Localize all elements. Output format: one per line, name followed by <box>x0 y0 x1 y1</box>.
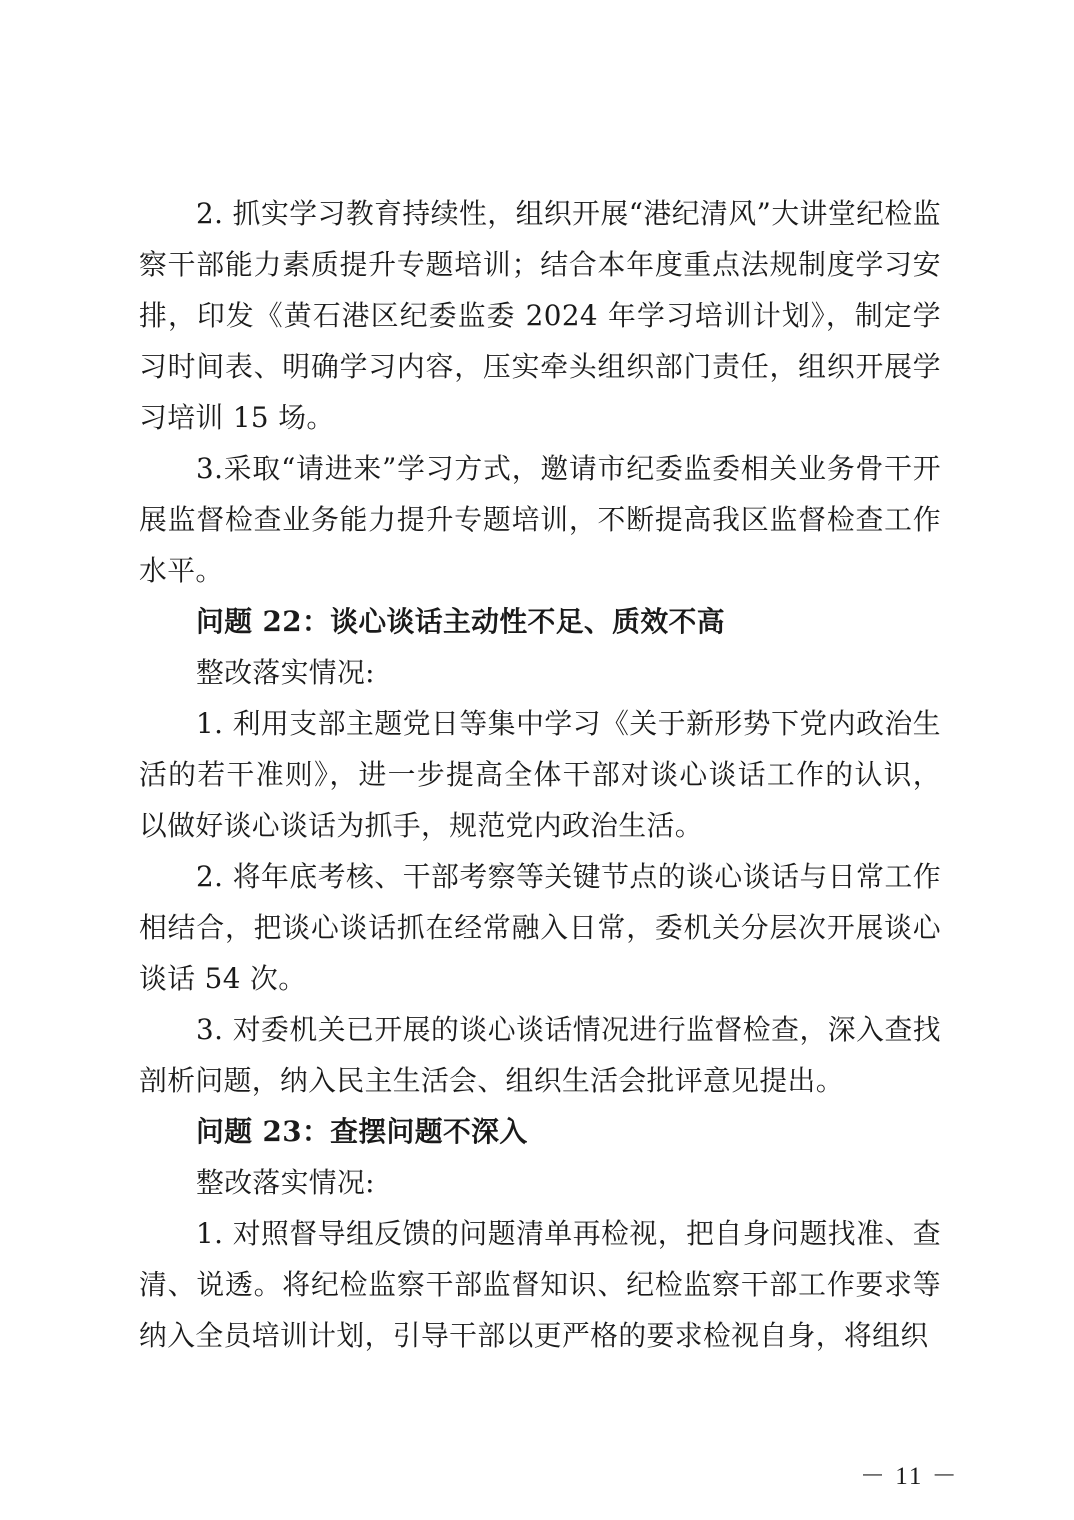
document-body <box>139 188 941 1361</box>
subheading-rectification-23: 整改落实情况: <box>196 1166 375 1199</box>
paragraph-issue-23-item-1: 1. 对照督导组反馈的问题清单再检视，把自身问题找准、查清、说透。将纪检监察干部监督知识、纪检监察干部工作要求等纳入全员培训计划，引导干部以更严格的要求检视自身，将组织 <box>139 1217 941 1352</box>
paragraph-issue-22-item-1: 1. 利用支部主题党日等集中学习《关于新形势下党内政治生活的若干准则》，进一步提高全体干部对谈心谈话工作的认识，以做好谈心谈话为抓手，规范党内政治生活。 <box>139 707 941 842</box>
paragraph-invite-study: 3.采取“请进来”学习方式，邀请市纪委监委相关业务骨干开展监督检查业务能力提升专题培训，不断提高我区监督检查工作水平。 <box>139 452 941 587</box>
paragraph-training-plan: 2. 抓实学习教育持续性，组织开展“港纪清风”大讲堂纪检监察干部能力素质提升专题培训；结合本年度重点法规制度学习安排，印发《黄石港区纪委监委 2024 年学习培训计划》，制定学习时间表、明确学习内容，压实牵头组织部门责任，组织开展学习培训 15 场。 <box>139 197 941 434</box>
heading-issue-22: 问题 22：谈心谈话主动性不足、质效不高 <box>196 605 725 638</box>
heading-issue-23: 问题 23：查摆问题不深入 <box>196 1115 528 1148</box>
paragraph-issue-22-item-2: 2. 将年底考核、干部考察等关键节点的谈心谈话与日常工作相结合，把谈心谈话抓在经常融入日常，委机关分层次开展谈心谈话 54 次。 <box>139 860 941 995</box>
paragraph-issue-22-item-3: 3. 对委机关已开展的谈心谈话情况进行监督检查，深入查找剖析问题，纳入民主生活会、组织生活会批评意见提出。 <box>139 1013 941 1097</box>
subheading-rectification-22: 整改落实情况: <box>196 656 375 689</box>
page-number: － 11 － <box>860 1463 959 1490</box>
